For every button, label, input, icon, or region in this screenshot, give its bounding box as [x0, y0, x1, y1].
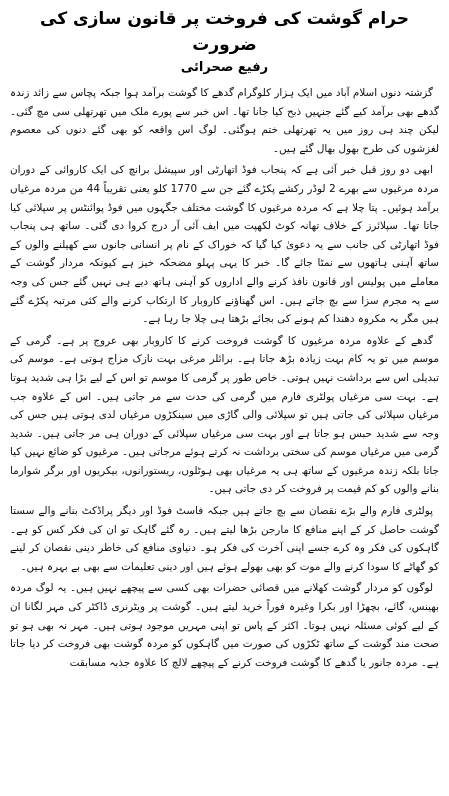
article-title: حرام گوشت کی فروخت پر قانون سازی کی ضرورت — [40, 9, 409, 55]
article-paragraph: گزشتہ دنوں اسلام آباد میں ایک ہزار کلوگرام گدھے کا گوشت برآمد ہوا جبکہ پچاس سے زائد زندہ گدھے بھی برآمد کیے گئے جنہیں ذبح کیا جانا تھا۔ اس خبر سے پورے ملک میں تھرتھلی سی مچ گئی۔ لیکن چند ہی روز میں یہ تھرتھلی ختم ہوگئی۔ لوگ اس واقعہ کو بھی گئے دنوں کی معصوم لغزشوں کی طرح بھول بھال گئے ہیں۔ — [10, 87, 439, 155]
article-paragraph: ابھی دو روز قبل خبر آئی ہے کہ پنجاب فوڈ اتھارٹی اور سپیشل برانچ کی ایک کاروائی کے دوران مردہ مرغیوں سے بھرے 2 لوڈر رکشے پکڑے گئے جن سے 1770 کلو یعنی تقریباً 44 من مردہ مرغیاں برآمد ہوئیں۔ پتا چلا ہے کہ مردہ مرغیوں کا گوشت مختلف جگہوں میں فوڈ پوائنٹس پر سپلائی کیا جاتا تھا۔ سپلائرز کے خلاف تھانہ کوٹ لکھپت میں ایف آئی آر درج کروا دی گئی۔ ساتھ ہی پنجاب فوڈ اتھارٹی کی جانب سے یہ دعویٰ کیا گیا کہ خوراک کے نام پر انسانی جانوں سے کھیلنے والوں کے ساتھ آہنی ہاتھوں سے نمٹا جائے گا۔ خبر کا یہی پہلو مضحکہ خیز ہے کیونکہ مردار گوشت کے معاملے میں پولیس اور قانون نافذ کرنے والے اداروں کو آہنی ہاتھ دیے ہی نہیں گئے جس کی وجہ سے یہ مجرم سزا سے بچ جاتے ہیں۔ اس گھناؤنے کاروبار کا ارتکاب کرنے والے کئی مرتبہ پکڑے گئے ہیں مگر یہ مکروہ دھندا کم ہونے کی بجائے بڑھتا ہی چلا جا رہا ہے۔ — [10, 164, 439, 326]
article-paragraph: گدھے کے علاوہ مردہ مرغیوں کا گوشت فروخت کرنے کا کاروبار بھی عروج پر ہے۔ گرمی کے موسم میں تو یہ کام بہت زیادہ بڑھ جاتا ہے۔ برائلر مرغی بہت نازک مزاج ہوتی ہے۔ موسم کی تبدیلی اس سے برداشت نہیں ہوتی۔ خاص طور پر گرمی کا موسم تو اس کے لیے بڑا ہی شدید ہوتا ہے۔ بہت سی مرغیاں پولٹری فارم میں گرمی کی حدت سے مر جاتی ہیں۔ اس کے علاوہ جب مرغیاں سپلائی کی جاتی ہیں تو سپلائی والی گاڑی میں سینکڑوں مرغیاں لدی ہوتی ہیں جس کی وجہ سے شدید حبس ہو جاتا ہے اور بہت سی مرغیاں سپلائی کے دوران ہی مر جاتی ہیں۔ شدید گرمی میں مرغیاں موسم کی سختی برداشت نہ کرتے ہوئے مرجاتی ہیں۔ مرغیوں کو ضائع نہیں کیا جاتا بلکہ زندہ مرغیوں کے ساتھ ہی یہ مرغیاں بھی ہوٹلوں، ریستورانوں، بیکریوں اور برگر شوارما بنانے والوں کو کم قیمت پر فروخت کر دی جاتی ہیں۔ — [10, 334, 439, 496]
article-body — [10, 84, 439, 796]
article-author: رفیع صحرائی — [180, 60, 269, 75]
article-paragraph: لوگوں کو مردار گوشت کھلانے میں قصائی حضرات بھی کسی سے پیچھے نہیں ہیں۔ یہ لوگ مردہ بھینس، گائے، بچھڑا اور بکرا وغیرہ فوراً خرید لیتے ہیں۔ گوشت پر ویٹرنری ڈاکٹر کی مہر لگانا ان کے لیے کوئی مسئلہ نہیں ہوتا۔ اکثر کے پاس تو اپنی مہریں موجود ہوتی ہیں۔ مہر نہ بھی ہو تو صحت مند گوشت کے ساتھ ٹکڑوں کی صورت میں گاہکوں کو مردہ گوشت بھی فروخت کر دیا جاتا ہے۔ مردہ جانور یا گدھے کا گوشت فروخت کرنے کے پیچھے لالچ کا علاوہ جذبہ مسابقت — [10, 582, 439, 669]
article-paragraph: پولٹری فارم والے بڑے نقصان سے بچ جاتے ہیں جبکہ فاسٹ فوڈ اور دیگر پراڈکٹ بنانے والے سستا گوشت حاصل کر کے اپنے منافع کا مارجن بڑھا لیتے ہیں۔ رہ گئے گاہک تو ان کی فکر کس کو ہے۔ گاہکوں کی فکر وہ کرے جسے اپنی آخرت کی فکر ہو۔ دنیاوی منافع کی خاطر دینی نقصان کر لینے کو گھاٹے کا سودا کرنے والے موت کو بھی بھولے ہوئے ہیں اور دینی تعلیمات سے بھی بے بہرہ ہیں۔ — [10, 505, 439, 573]
